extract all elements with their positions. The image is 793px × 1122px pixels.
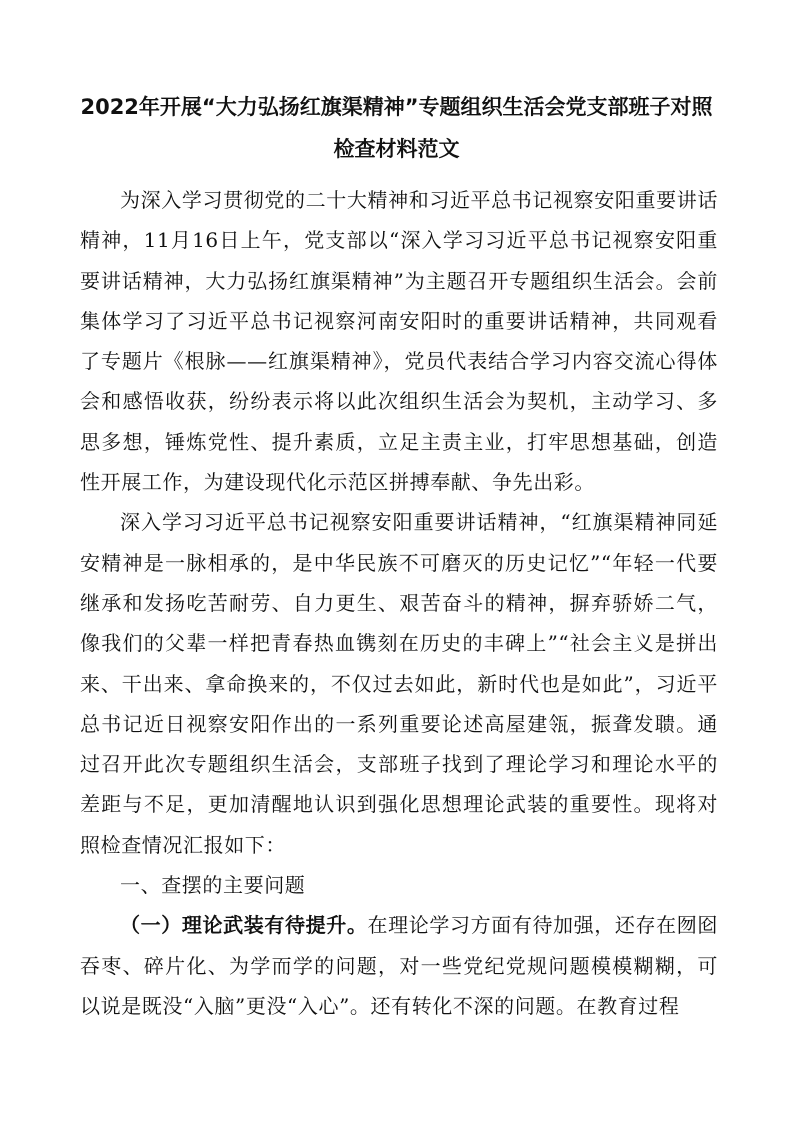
- subsection-paragraph: [80, 905, 718, 1026]
- quote-paragraph: 深入学习习近平总书记视察安阳重要讲话精神，“红旗渠精神同延安精神是一脉相承的，是中华民族不可磨灭的历史记忆”“年轻一代要继承和发扬吃苦耐劳、自力更生、艰苦奋斗的精神，摒弃骄娇二气，像我们的父辈一样把青春热血镌刻在历史的丰碑上”“社会主义是拼出来、干出来、拿命换来的，不仅过去如此，新时代也是如此”，习近平总书记近日视察安阳作出的一系列重要论述高屋建瓴，振聋发聩。通过召开此次专题组织生活会，支部班子找到了理论学习和理论水平的差距与不足，更加清醒地认识到强化思想理论武装的重要性。现将对照检查情况汇报如下：: [80, 510, 718, 857]
- subsection-heading: （一）理论武装有待提升。: [120, 913, 368, 938]
- intro-paragraph: 为深入学习贯彻党的二十大精神和习近平总书记视察安阳重要讲话精神，11月16日上午，党支部以“深入学习习近平总书记视察安阳重要讲话精神，大力弘扬红旗渠精神”为主题召开专题组织生活会。会前集体学习了习近平总书记视察河南安阳时的重要讲话精神，共同观看了专题片《根脉——红旗渠精神》，党员代表结合学习内容交流心得体会和感悟收获，纷纷表示将以此次组织生活会为契机，主动学习、多思多想，锤炼党性、提升素质，立足主责主业，打牢思想基础，创造性开展工作，为建设现代化示范区拼搏奉献、争先出彩。: [80, 188, 718, 495]
- section-heading: 一、查摆的主要问题: [120, 873, 306, 898]
- document-title: 2022年开展“大力弘扬红旗渠精神”专题组织生活会党支部班子对照检查材料范文: [80, 95, 713, 161]
- document-body: [80, 180, 718, 1026]
- subsection-text: 在理论学习方面有待加强，还存在囫囵吞枣、碎片化、为学而学的问题，对一些党纪党规问题模模糊糊，可以说是既没“入脑”更没“入心”。还有转化不深的问题。在教育过程: [80, 913, 719, 1018]
